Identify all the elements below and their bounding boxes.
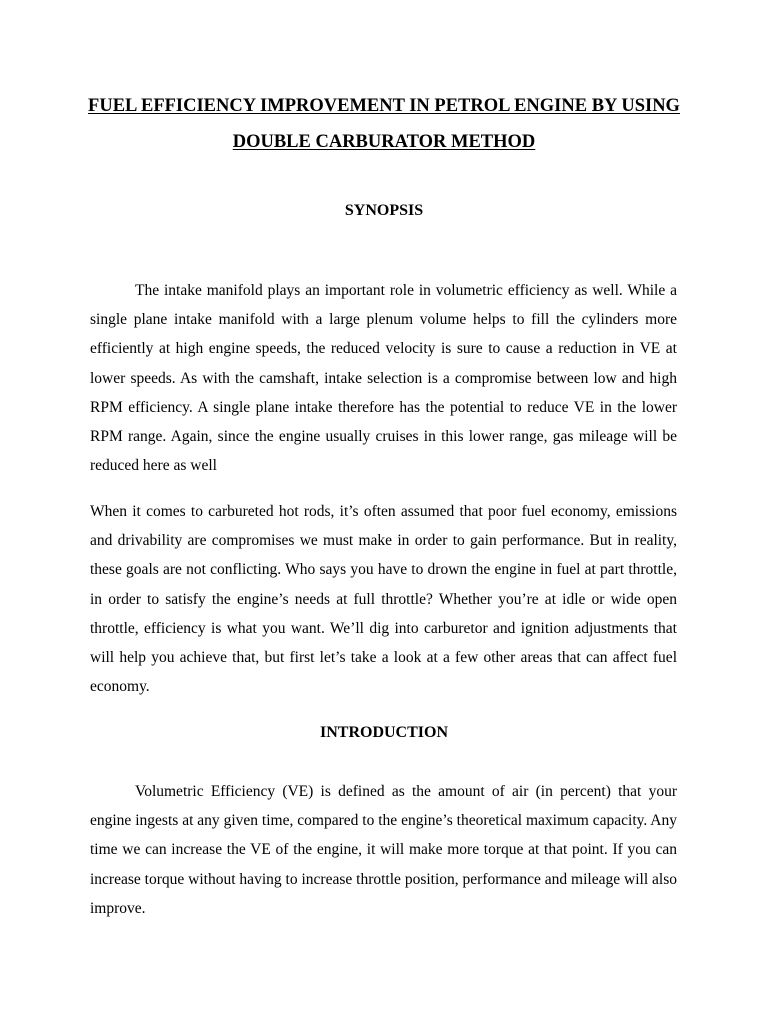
introduction-paragraph-1: Volumetric Efficiency (VE) is defined as the amount of air (in percent) that your engine ingests at any given time, compared to the engine’s theoretical maximum capacity. Any time we can increase the VE of the engine, it will make more torque at that point. If you can increase torque without having to increase throttle position, performance and mileage will also improve. [90,783,677,917]
synopsis-heading: SYNOPSIS [344,202,424,219]
introduction-heading: INTRODUCTION [319,724,448,741]
synopsis-paragraph-1: The intake manifold plays an important role in volumetric efficiency as well. While a single plane intake manifold with a large plenum volume helps to fill the cylinders more efficiently at high engine speeds, the reduced velocity is sure to cause a reduction in VE at lower speeds. As with the camshaft, intake selection is a compromise between low and high RPM efficiency. A single plane intake therefore has the potential to reduce VE in the lower RPM range. Again, since the engine usually cruises in this lower range, gas mileage will be reduced here as well [90,282,677,475]
synopsis-paragraph-2: When it comes to carbureted hot rods, it’s often assumed that poor fuel economy, emissions and drivability are compromises we must make in order to gain performance. But in reality, these goals are not conflicting. Who says you have to drown the engine in fuel at part throttle, in order to satisfy the engine’s needs at full throttle? Whether you’re at idle or wide open throttle, efficiency is what you want. We’ll dig into carburetor and ignition adjustments that will help you achieve that, but first let’s take a look at a few other areas that can affect fuel economy. [90,503,677,696]
document-title: FUEL EFFICIENCY IMPROVEMENT IN PETROL ENGINE BY USING DOUBLE CARBURATOR METHOD [88,96,680,152]
